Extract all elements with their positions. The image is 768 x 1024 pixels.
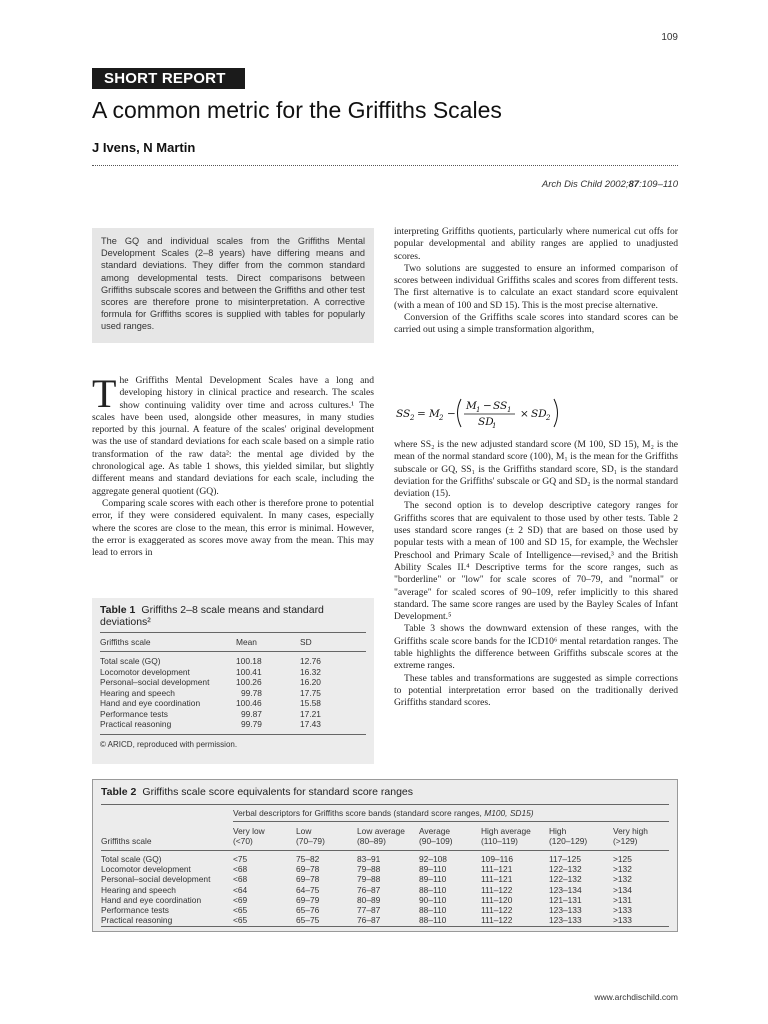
svg-text:2: 2	[439, 414, 444, 422]
svg-text:−: −	[447, 408, 456, 420]
table-cell: 79–88	[357, 874, 381, 885]
table-cell: 121–131	[549, 894, 582, 905]
table-cell: 77–87	[357, 905, 381, 915]
table-rule	[101, 850, 669, 851]
table-cell: Locomotor development	[101, 864, 191, 875]
table-cell: 89–110	[419, 864, 447, 875]
paragraph: The second option is to develop descriptive category ranges for Griffiths scores that are equivalent to those used by other tests. Table 2 uses standard score ranges (± 2 SD) that are based on those used by popular tests with a mean of 100 and SD 15, for example, the Wechsler Preschool and Primary Scale of Intelligence—revised,³ and the British Ability Scales II.⁴ Descriptive terms for the score ranges, such as "borderline" or "low" for scale scores of 70–79, and "normal" or "average" for scaled scores of 90–109, refer implicitly to this shared standard. The same score ranges are used by the Bayley Scales of Infant Development.⁵	[394, 500, 678, 623]
dotted-divider	[92, 165, 678, 166]
table-cell: 99.79	[241, 719, 262, 729]
table-cell: 123–133	[549, 915, 582, 926]
table-cell: Hand and eye coordination	[101, 894, 202, 905]
svg-text:−: −	[483, 400, 492, 412]
table-cell: 122–132	[549, 864, 582, 875]
table-column-header: (90–109)	[419, 836, 453, 846]
table-cell: <64	[233, 884, 248, 895]
table-cell: Performance tests	[101, 905, 169, 915]
table-cell: 15.58	[300, 698, 321, 708]
svg-text:M: M	[466, 400, 477, 412]
table-cell: <68	[233, 874, 248, 885]
table-cell: <75	[233, 854, 248, 864]
table-cell: 69–79	[296, 894, 320, 905]
table-cell: Practical reasoning	[101, 915, 173, 926]
svg-text:=: =	[417, 408, 426, 420]
table-rule	[100, 632, 366, 633]
table-cell: 64–75	[296, 884, 320, 895]
table-footnote: © ARICD, reproduced with permission.	[100, 740, 238, 749]
table-2	[92, 779, 678, 932]
table-cell: 89–110	[419, 874, 447, 885]
svg-text:1: 1	[507, 406, 512, 414]
table-cell: 92–108	[419, 854, 447, 864]
paragraph: Two solutions are suggested to ensure an informed comparison of scores between individual Griffiths scales and scores from different tests. The first alternative is to calculate an exact standard score equivalent (with a mean of 100 and SD 15). This is the most precise alternative.	[394, 262, 678, 311]
table-cell: <65	[233, 915, 248, 926]
table-cell: >132	[613, 874, 632, 885]
table-column-header: (110–119)	[481, 836, 518, 846]
table-cell: 80–89	[357, 894, 381, 905]
table-column-header: Average	[419, 826, 451, 836]
table-cell: 100.41	[236, 666, 262, 677]
table-cell: <69	[233, 894, 248, 905]
table-cell: 16.32	[300, 666, 321, 677]
table-caption: Table 2 Griffiths scale score equivalents for standard score ranges	[101, 786, 414, 798]
table-rule	[100, 651, 366, 652]
table-cell: 17.43	[300, 719, 321, 729]
table-column-header: Low average	[357, 826, 405, 836]
table-cell: 99.87	[241, 708, 262, 719]
table-cell: 88–110	[419, 915, 447, 926]
table-cell: 16.20	[300, 677, 321, 687]
table-cell: >133	[613, 905, 632, 915]
paragraph: These tables and transformations are suggested as simple corrections to potential interpretation error based on the traditionally derived Griffiths standard scores.	[394, 672, 678, 709]
table-cell: 75–82	[296, 854, 320, 864]
table-cell: 76–87	[357, 884, 381, 895]
paragraph: he Griffiths Mental Development Scales have a long and developing history in clinical practice and research. The scales show continuing validity over time and across cultures.¹ The scales have been used, alongside other measures, in many studies reported by this journal. A feature of the scales' original development was the use of standard deviations for each scale based on a simple ratio transformation of the raw data²: the mental age divided by the chronological age. As table 1 shows, this yielded similar, but slightly different means and standard deviations for each scale, including the aggregate general quotient (GQ).	[92, 375, 374, 497]
table-cell: >132	[613, 864, 632, 875]
table-column-header: Very high	[613, 826, 648, 836]
table-cell: >125	[613, 854, 632, 864]
table-column-header: (120–129)	[549, 836, 588, 846]
page-number: 109	[661, 32, 678, 43]
paragraph: Conversion of the Griffiths scale scores into standard scores can be carried out using a simple transformation algorithm,	[394, 312, 678, 336]
svg-text:1: 1	[492, 422, 497, 429]
svg-text:2: 2	[410, 414, 415, 422]
table-cell: Locomotor development	[100, 666, 190, 677]
table-cell: 111–122	[481, 915, 513, 926]
paragraph: interpreting Griffiths quotients, particularly where numerical cut offs for popular developmental and ability ranges are applied to unadjusted scores.	[394, 226, 678, 262]
article-title: A common metric for the Griffiths Scales	[92, 97, 502, 123]
svg-text:1: 1	[476, 406, 481, 414]
citation	[542, 179, 678, 190]
table-cell: 65–76	[296, 905, 320, 915]
table-cell: Hearing and speech	[101, 884, 176, 895]
footer-url[interactable]: www.archdischild.com	[594, 992, 678, 1002]
table-rule	[101, 804, 669, 805]
table-cell: Personal–social development	[101, 874, 211, 885]
svg-text:SD: SD	[478, 416, 494, 428]
table-column-header: High average	[481, 826, 531, 836]
table-group-header: Verbal descriptors for Griffiths score bands (standard score ranges, M100, SD15)	[233, 808, 534, 818]
svg-text:SD: SD	[531, 408, 547, 420]
table-cell: 17.75	[300, 687, 321, 698]
table-cell: 111–120	[481, 894, 513, 905]
citation-year: 2002;	[604, 179, 629, 190]
table-column-header: High	[549, 826, 567, 836]
table-rule	[233, 821, 669, 822]
citation-pages: :109–110	[639, 179, 678, 190]
table-cell: 111–121	[481, 874, 513, 885]
table-cell: Total scale (GQ)	[101, 854, 162, 864]
table-column-header: (80–89)	[357, 836, 386, 846]
svg-text:M: M	[429, 408, 440, 420]
svg-text:×: ×	[520, 408, 529, 420]
table-cell: Hearing and speech	[100, 687, 175, 698]
right-column-main	[394, 439, 678, 710]
table-cell: >134	[613, 884, 632, 895]
paragraph: Table 3 shows the downward extension of these ranges, with the Griffiths scale score bands for the ICD10⁶ mental retardation ranges. The table highlights the difference between Griffiths subscale scores at the extreme ranges.	[394, 623, 678, 672]
paragraph: Comparing scale scores with each other is therefore prone to potential error, if they were considered equivalent. In many cases, especially where the scores are close to the mean, this error is minimal. However, the error is exaggerated as scores move away from the mean. This may lead to errors in	[92, 497, 374, 559]
table-cell: 88–110	[419, 884, 447, 895]
section-badge: SHORT REPORT	[92, 68, 245, 89]
svg-text:2: 2	[546, 414, 551, 422]
transformation-formula	[394, 395, 678, 429]
table-column-header: (>129)	[613, 836, 638, 846]
svg-text:SS: SS	[493, 400, 508, 412]
citation-volume: 87	[628, 179, 640, 190]
table-cell: 99.78	[241, 687, 262, 698]
table-cell: 76–87	[357, 915, 381, 926]
right-column-top	[394, 226, 678, 337]
table-cell: 90–110	[419, 894, 447, 905]
table-cell: 111–121	[481, 864, 513, 875]
table-cell: <65	[233, 905, 248, 915]
table-cell: 123–134	[549, 884, 582, 895]
table-column-header: (70–79)	[296, 836, 325, 846]
table-cell: 100.26	[236, 677, 262, 687]
table-cell: 65–75	[296, 915, 320, 926]
paragraph: where SS₂ is the new adjusted standard score (M 100, SD 15), M₂ is the mean of the normal standard score (100), M₁ is the mean for the Griffiths subscale or GQ, SS₁ is the Griffiths standard score, SD₁ is the standard deviation for the Griffiths' subscale or GQ and SD₂ is the normal standard deviation (15).	[394, 439, 678, 500]
table-cell: 100.46	[236, 698, 262, 708]
drop-cap: T	[92, 371, 117, 416]
table-cell: Hand and eye coordination	[100, 698, 201, 708]
table-cell: 83–91	[357, 854, 381, 864]
table-cell: 69–78	[296, 874, 320, 885]
table-cell: >131	[613, 894, 632, 905]
table-caption: Table 1 Griffiths 2–8 scale means and standard deviations²	[100, 604, 324, 628]
table-column-header: Low	[296, 826, 312, 836]
table-cell: Performance tests	[100, 708, 168, 719]
abstract: The GQ and individual scales from the Griffiths Mental Development Scales (2–8 years) have differing means and standard deviations. They differ from the common standard among developmental tests. Direct comparisons between Griffiths subscale scores and between the Griffiths and other test scores are therefore prone to misinterpretation. A corrective formula for Griffiths scores is supplied with tables for popularly used ranges.	[92, 228, 374, 343]
table-cell: 12.76	[300, 656, 321, 666]
table-cell: <68	[233, 864, 248, 875]
authors: J Ivens, N Martin	[92, 140, 196, 155]
table-cell: 111–122	[481, 905, 513, 915]
table-cell: 100.18	[236, 656, 262, 666]
table-column-header: (<70)	[233, 836, 253, 846]
table-cell: 17.21	[300, 708, 321, 719]
table-cell: 122–132	[549, 874, 582, 885]
table-cell: 109–116	[481, 854, 513, 864]
table-row-header: Griffiths scale	[101, 836, 152, 846]
table-cell: >133	[613, 915, 632, 926]
table-column-header: Very low	[233, 826, 265, 836]
table-1: Table 1 Griffiths 2–8 scale means and standard deviations² Griffiths scale Mean SD Total scale (GQ) 100.18 12.76 Locomotor development 100.41 16.32 Personal–social development 100.26 16.20 Hearing and speech 99.78 17.75 Hand and eye coordination 100.46 15.58 Performance tests 99.87 17.21 Practical reasoning 99.79 17.43 © ARICD, reproduced with permission.	[92, 598, 374, 764]
table-cell: Personal–social development	[100, 677, 210, 687]
left-column	[92, 371, 374, 559]
svg-text:SS: SS	[396, 408, 411, 420]
table-cell: Total scale (GQ)	[100, 656, 161, 666]
table-cell: 111–122	[481, 884, 513, 895]
citation-journal: Arch Dis Child	[541, 179, 603, 190]
table-rule	[100, 734, 366, 735]
table-cell: Practical reasoning	[100, 719, 172, 729]
table-cell: 88–110	[419, 905, 447, 915]
table-cell: 69–78	[296, 864, 320, 875]
table-cell: 117–125	[549, 854, 581, 864]
table-rule	[101, 926, 669, 927]
table-cell: 79–88	[357, 864, 381, 875]
table-cell: 123–133	[549, 905, 582, 915]
